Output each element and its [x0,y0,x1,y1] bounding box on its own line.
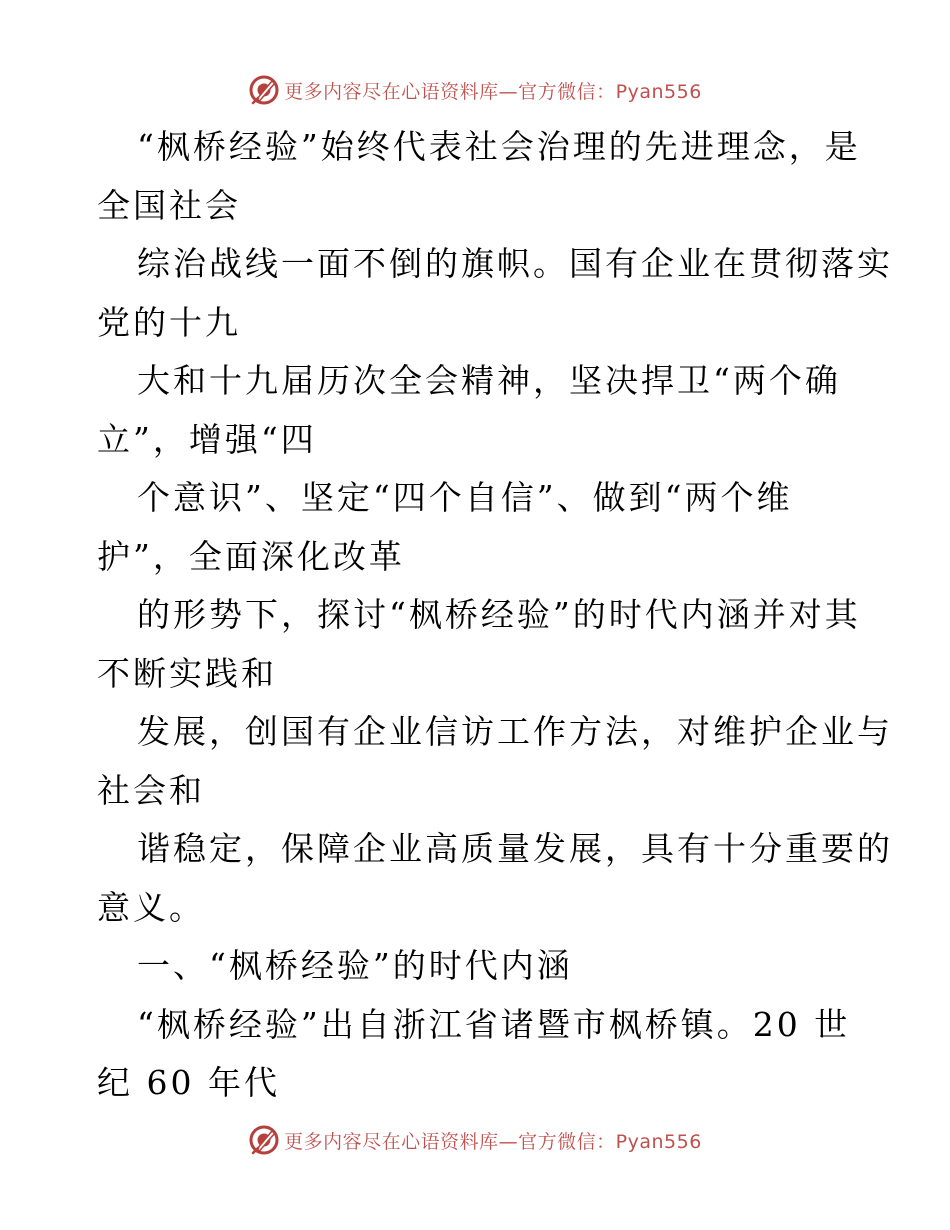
header-banner [0,70,950,110]
body-line-3: 综治战线一面不倒的旗帜。国有企业在贯彻落实 [137,244,893,283]
footer-banner-content [248,1124,702,1156]
section-heading: 一、“枫桥经验”的时代内涵 [137,946,573,985]
body-line-11: 发展，创国有企业信访工作方法，对维护企业与 [137,712,893,751]
body-line-2: 全国社会 [97,185,241,225]
footer-banner-text: 更多内容尽在心语资料库—官方微信：Pyan556 [284,1130,702,1153]
brand-logo-icon [248,1124,280,1156]
header-banner-text: 更多内容尽在心语资料库—官方微信：Pyan556 [284,80,702,103]
document-body [97,118,893,1113]
brand-logo-icon [248,74,280,106]
body-line-1: “枫桥经验”始终代表社会治理的先进理念，是 [137,127,861,166]
body-line-14: 意义。 [97,887,205,927]
footer-banner [0,1120,950,1160]
body-line-13: 谐稳定，保障企业高质量发展，具有十分重要的 [137,829,893,868]
body-line-5: 大和十九届历次全会精神，坚决捍卫“两个确 [137,361,841,400]
body-line-10: 不断实践和 [97,653,277,693]
header-banner-content [248,74,702,106]
body-line-8: 护”，全面深化改革 [97,536,405,576]
body-line-9: 的形势下，探讨“枫桥经验”的时代内涵并对其 [137,595,861,634]
body-line-6: 立”，增强“四 [97,419,317,459]
body-line-17: 纪 60 年代 [97,1063,280,1102]
body-line-7: 个意识”、坚定“四个自信”、做到“两个维 [137,478,793,517]
body-line-12: 社会和 [97,770,205,810]
body-line-16: “枫桥经验”出自浙江省诸暨市枫桥镇。20 世 [137,1004,851,1044]
body-line-4: 党的十九 [97,302,241,342]
